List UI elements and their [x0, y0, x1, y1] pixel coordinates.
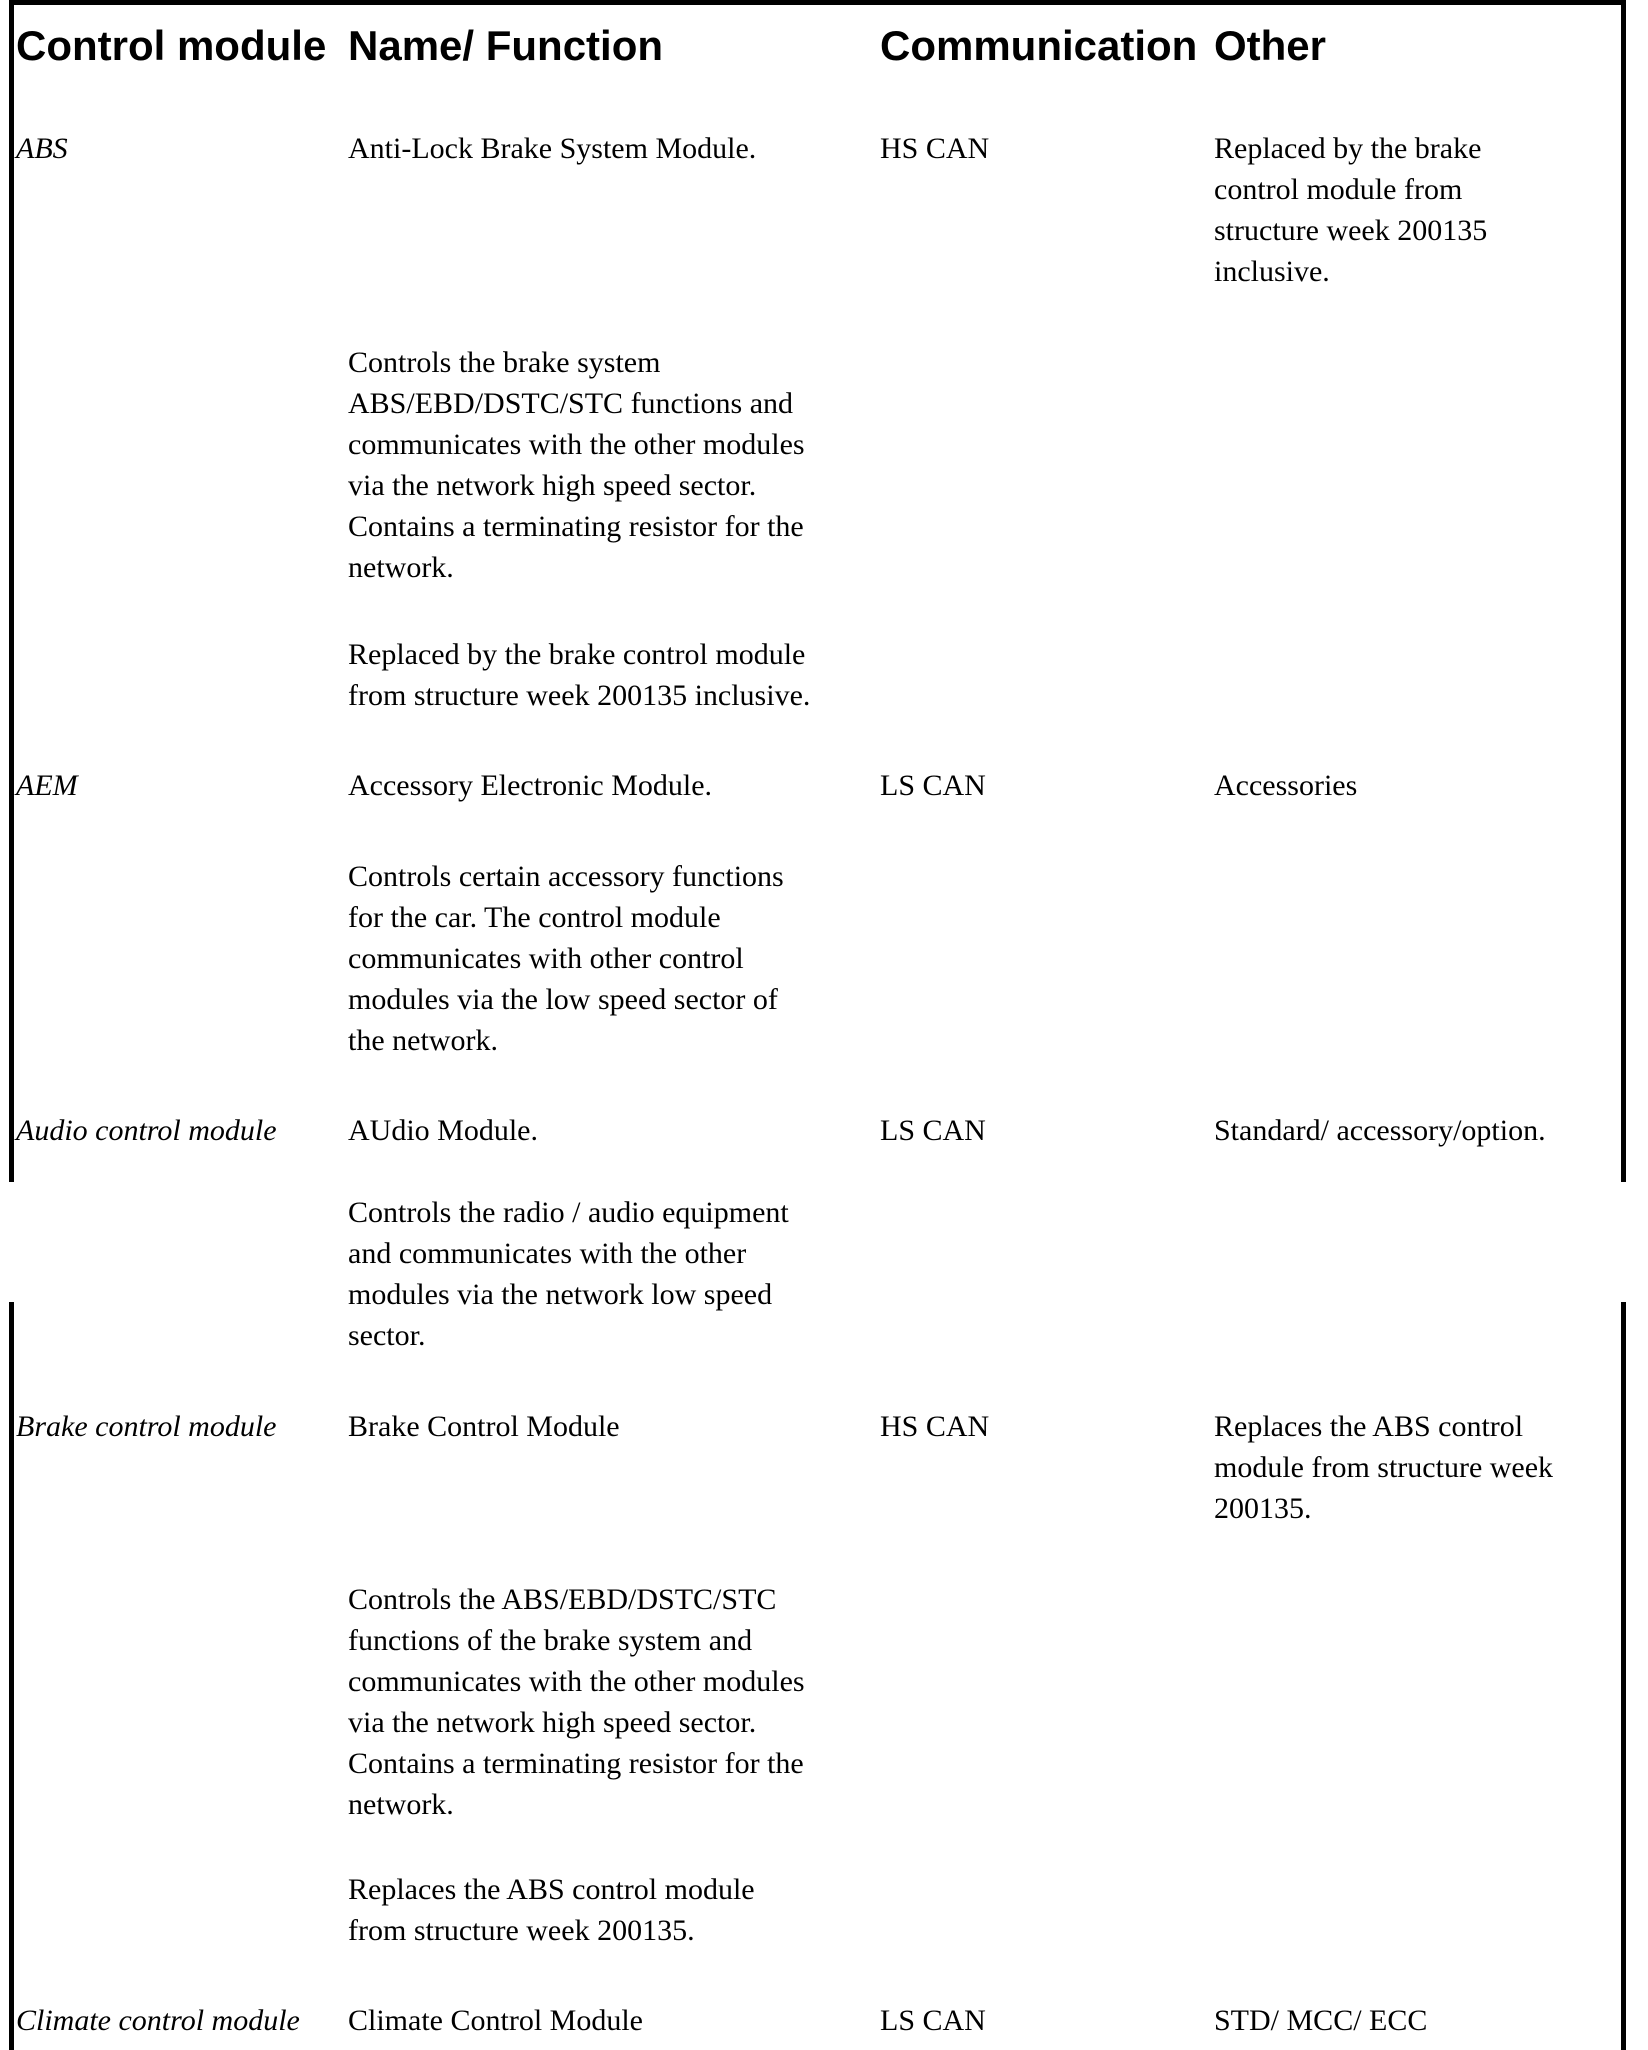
row-aem-other: Accessories [1214, 769, 1358, 802]
row-climate-communication: LS CAN [880, 2004, 986, 2037]
header-other: Other [1214, 22, 1327, 69]
row-abs-description: Controls the brake system ABS/EBD/DSTC/STC functions and communicates with the other modules via the network high speed sector. Contains a terminating resistor for the network. [348, 346, 805, 584]
row-audio-module: Audio control module [16, 1114, 277, 1147]
row-abs-note: Replaced by the brake control module from structure week 200135 inclusive. [348, 638, 811, 712]
table-frame [9, 0, 1626, 2050]
header-control-module: Control module [16, 22, 327, 69]
row-brake-name: Brake Control Module [348, 1410, 620, 1443]
row-abs-other: Replaced by the brake control module from structure week 200135 inclusive. [1214, 132, 1488, 288]
row-abs-name: Anti-Lock Brake System Module. [348, 132, 757, 165]
row-aem-description: Controls certain accessory functions for the car. The control module communicates with other control modules via the low speed sector of the network. [348, 860, 784, 1057]
row-audio-name: AUdio Module. [348, 1114, 538, 1147]
row-aem-module: AEM [16, 769, 78, 802]
row-brake-other: Replaces the ABS control module from structure week 200135. [1214, 1410, 1554, 1525]
row-brake-module: Brake control module [16, 1410, 277, 1443]
row-brake-note: Replaces the ABS control module from structure week 200135. [348, 1873, 755, 1947]
header-communication: Communication [880, 22, 1198, 69]
row-abs-communication: HS CAN [880, 132, 990, 165]
border-gap-right [1620, 1182, 1630, 1302]
row-aem-communication: LS CAN [880, 769, 986, 802]
row-audio-other: Standard/ accessory/option. [1214, 1114, 1546, 1147]
row-audio-communication: LS CAN [880, 1114, 986, 1147]
row-brake-description: Controls the ABS/EBD/DSTC/STC functions of the brake system and communicates with the other modules via the network high speed sector. Contains a terminating resistor for the network. [348, 1583, 805, 1821]
border-gap-left [6, 1182, 16, 1302]
row-abs-module: ABS [16, 132, 68, 165]
header-name-function: Name/ Function [348, 22, 664, 69]
row-brake-communication: HS CAN [880, 1410, 990, 1443]
row-aem-name: Accessory Electronic Module. [348, 769, 713, 802]
row-audio-description: Controls the radio / audio equipment and communicates with the other modules via the network low speed sector. [348, 1196, 789, 1352]
row-climate-module: Climate control module [16, 2004, 300, 2037]
row-climate-other: STD/ MCC/ ECC [1214, 2004, 1428, 2037]
row-climate-name: Climate Control Module [348, 2004, 643, 2037]
